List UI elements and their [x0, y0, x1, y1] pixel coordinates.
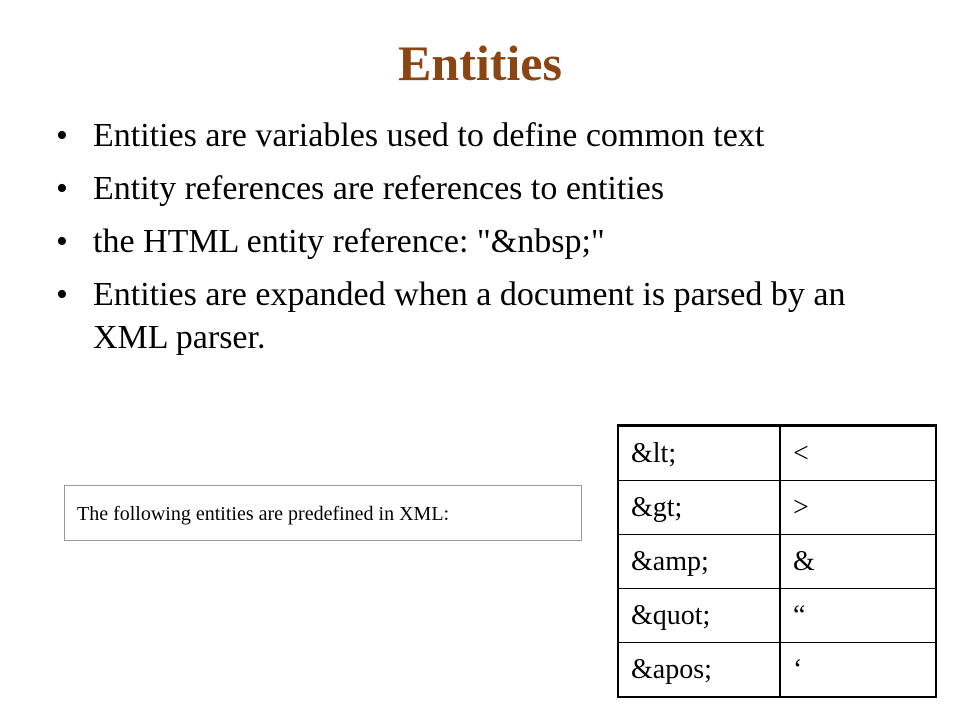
entity-code: &quot;: [618, 589, 780, 643]
predefined-entities-caption: The following entities are predefined in XML:: [64, 485, 582, 541]
entity-code: &amp;: [618, 535, 780, 589]
slide-title: Entities: [398, 35, 562, 91]
table-row: [618, 426, 936, 481]
entity-character: ‘: [780, 643, 936, 698]
table-row: [618, 643, 936, 698]
entity-code: &gt;: [618, 481, 780, 535]
table-row: [618, 589, 936, 643]
entity-code: &lt;: [618, 426, 780, 481]
entity-character: >: [780, 481, 936, 535]
table-row: [618, 481, 936, 535]
table-row: [618, 535, 936, 589]
bullet-item: • the HTML entity reference: "&nbsp;": [56, 220, 856, 263]
entity-table: [617, 424, 937, 698]
bullet-item: • Entities are variables used to define common text: [56, 114, 856, 157]
entity-character: &: [780, 535, 936, 589]
entity-code: &apos;: [618, 643, 780, 698]
bullet-item: • Entities are expanded when a document is parsed by an XML parser.: [56, 273, 856, 359]
entity-character: “: [780, 589, 936, 643]
bullet-item: • Entity references are references to entities: [56, 167, 856, 210]
entity-character: <: [780, 426, 936, 481]
bullet-list: [56, 114, 856, 369]
